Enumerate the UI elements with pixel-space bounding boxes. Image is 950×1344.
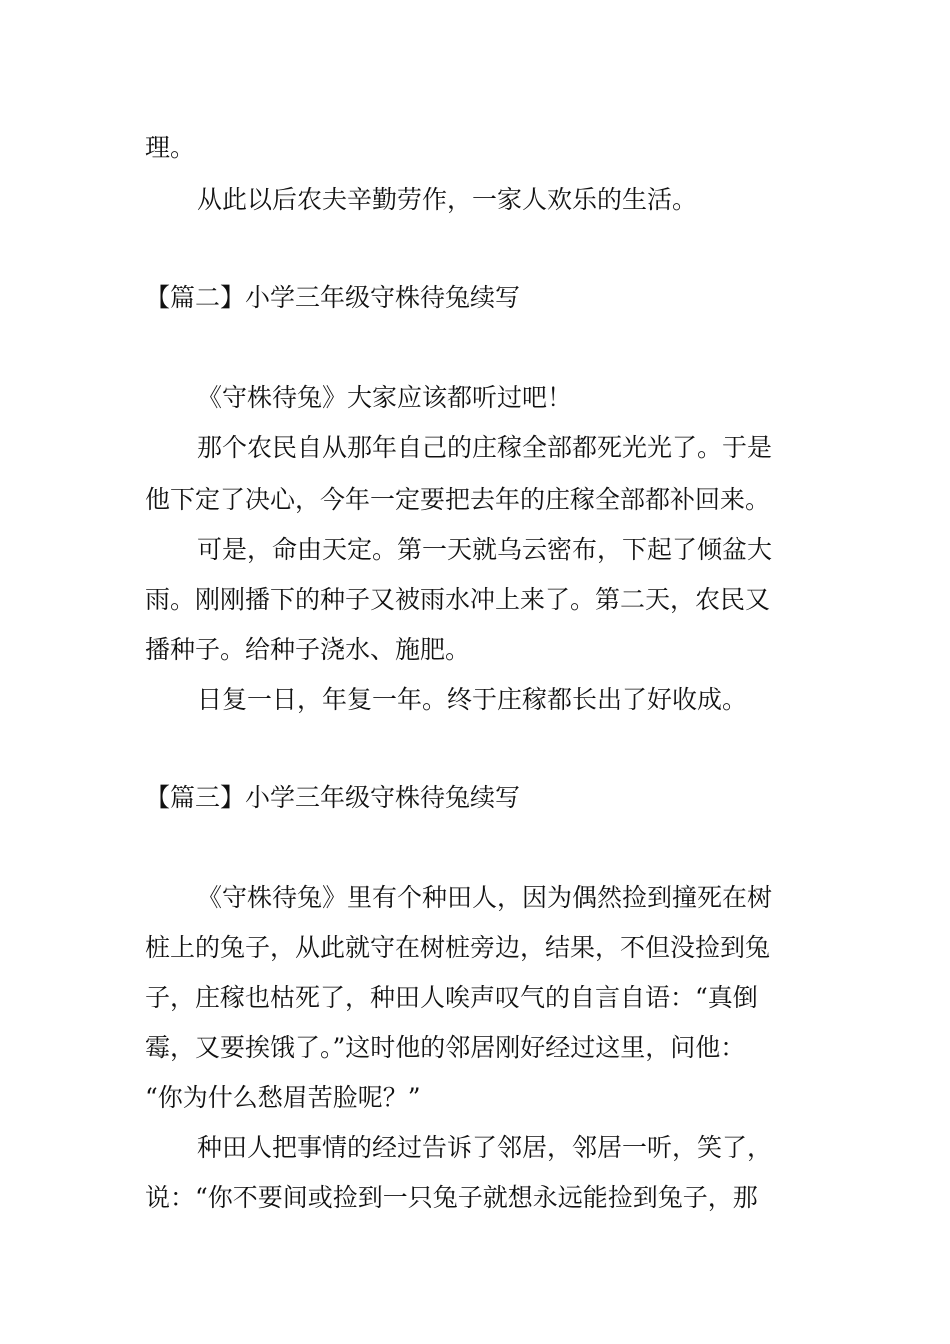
paragraph-line: 种田人把事情的经过告诉了邻居，邻居一听，笑了， <box>197 1133 773 1162</box>
paragraph-line: 说：“你不要间或捡到一只兔子就想永远能捡到兔子，那 <box>145 1183 758 1212</box>
paragraph-line: “你为什么愁眉苦脸呢？” <box>145 1083 421 1112</box>
paragraph-line: 《守株待兔》里有个种田人，因为偶然捡到撞死在树 <box>197 883 773 912</box>
paragraph-line: 那个农民自从那年自己的庄稼全部都死光光了。于是 <box>197 433 773 462</box>
section-heading-part-two: 【篇二】小学三年级守株待兔续写 <box>145 283 521 312</box>
paragraph-line: 日复一日，年复一年。终于庄稼都长出了好收成。 <box>197 685 748 714</box>
paragraph-ending: 从此以后农夫辛勤劳作，一家人欢乐的生活。 <box>197 185 698 214</box>
paragraph-line: 他下定了决心，今年一定要把去年的庄稼全部都补回来。 <box>145 485 771 514</box>
section-heading-part-three: 【篇三】小学三年级守株待兔续写 <box>145 783 521 812</box>
paragraph-line: 子，庄稼也枯死了，种田人唉声叹气的自言自语：“真倒 <box>145 983 758 1012</box>
paragraph-intro: 《守株待兔》大家应该都听过吧！ <box>197 383 573 412</box>
paragraph-line: 霉，又要挨饿了。”这时他的邻居刚好经过这里，问他： <box>145 1033 746 1062</box>
text-line-continuation: 理。 <box>145 133 196 162</box>
paragraph-line: 播种子。给种子浇水、施肥。 <box>145 635 471 664</box>
paragraph-line: 桩上的兔子，从此就守在树桩旁边，结果，不但没捡到兔 <box>145 933 771 962</box>
paragraph-line: 可是，命由天定。第一天就乌云密布，下起了倾盆大 <box>197 535 773 564</box>
paragraph-line: 雨。刚刚播下的种子又被雨水冲上来了。第二天，农民又 <box>145 585 771 614</box>
